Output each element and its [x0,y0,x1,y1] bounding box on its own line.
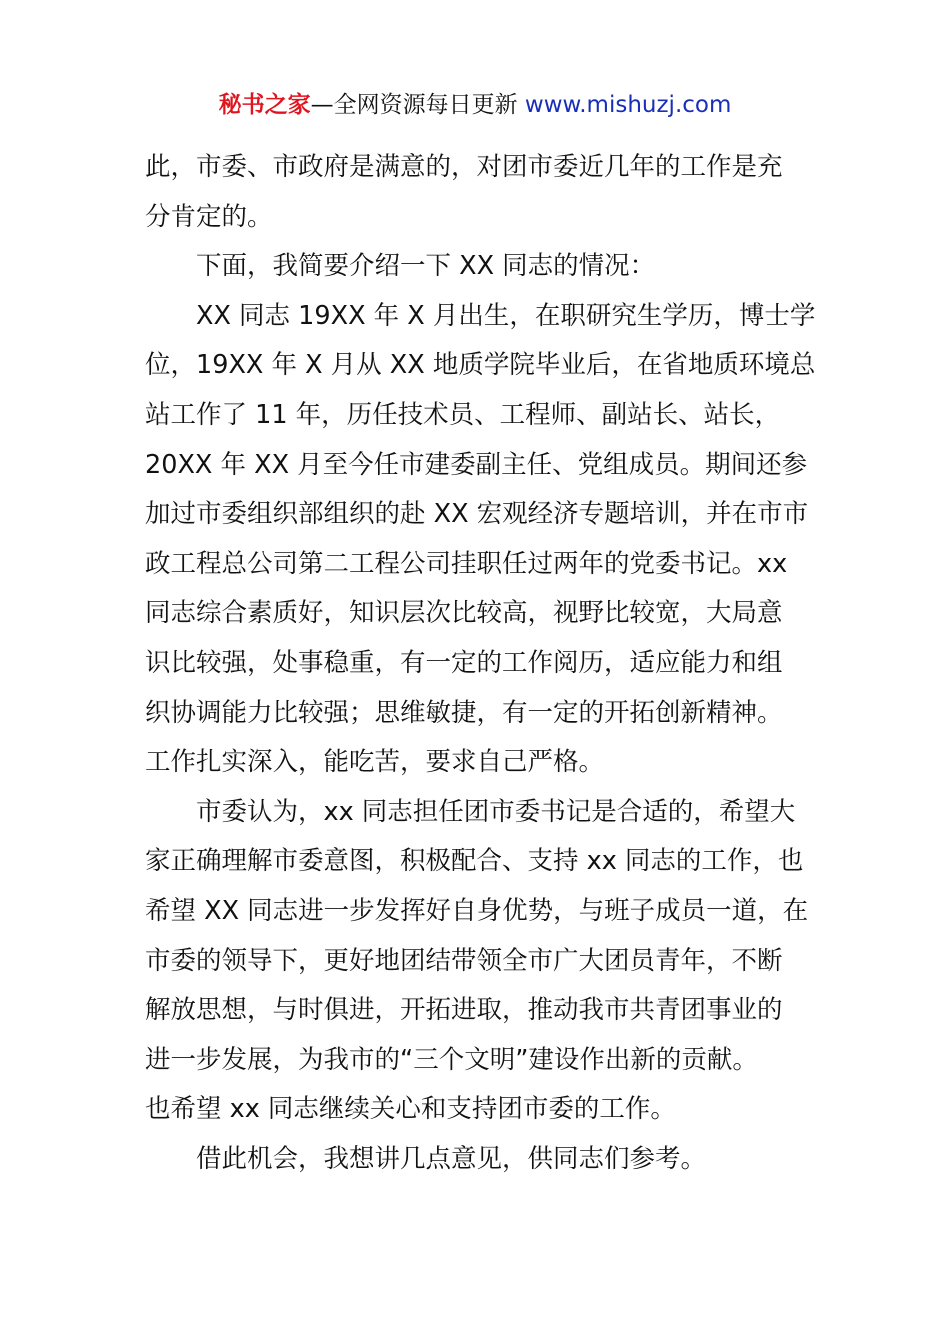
text-line: 家正确理解市委意图，积极配合、支持 xx 同志的工作，也 [145,846,804,877]
paragraph-start-line: 借此机会，我想讲几点意见，供同志们参考。 [196,1143,707,1174]
text-line: 政工程总公司第二工程公司挂职任过两年的党委书记。xx [145,548,788,579]
paragraph-start-line: 市委认为，xx 同志担任团市委书记是合适的，希望大 [196,796,796,827]
text-line: 也希望 xx 同志继续关心和支持团市委的工作。 [145,1094,676,1125]
text-line: 站工作了 11 年，历任技术员、工程师、副站长、站长， [145,399,781,430]
paragraph-start-line: XX 同志 19XX 年 X 月出生，在职研究生学历，博士学 [196,300,816,331]
text-line: 位，19XX 年 X 月从 XX 地质学院毕业后，在省地质环境总 [145,350,816,381]
text-line: 分肯定的。 [145,201,273,232]
text-line: 加过市委组织部组织的赴 XX 宏观经济专题培训，并在市市 [145,499,809,530]
brand-name: 秘书之家 [218,92,311,118]
document-body [145,143,815,1184]
paragraph-start-line: 下面，我简要介绍一下 XX 同志的情况： [196,251,656,282]
text-line: 织协调能力比较强；思维敏捷，有一定的开拓创新精神。 [145,697,783,728]
text-line: 同志综合素质好，知识层次比较高，视野比较宽，大局意 [145,598,783,629]
text-line: 解放思想，与时俱进，开拓进取，推动我市共青团事业的 [145,995,783,1026]
page-header [0,88,950,122]
text-line: 识比较强，处事稳重，有一定的工作阅历，适应能力和组 [145,647,783,678]
text-line: 市委的领导下，更好地团结带领全市广大团员青年，不断 [145,945,783,976]
text-line: 工作扎实深入，能吃苦，要求自己严格。 [145,747,605,778]
text-line: 此，市委、市政府是满意的，对团市委近几年的工作是充 [145,152,783,182]
header-tagline: —全网资源每日更新 [310,92,518,118]
text-line: 20XX 年 XX 月至今任市建委副主任、党组成员。期间还参 [145,449,808,480]
text-line: 进一步发展，为我市的“三个文明”建设作出新的贡献。 [145,1044,758,1075]
site-url-link[interactable]: www.mishuzj.com [524,92,732,118]
text-line: 希望 XX 同志进一步发挥好自身优势，与班子成员一道，在 [145,895,809,926]
